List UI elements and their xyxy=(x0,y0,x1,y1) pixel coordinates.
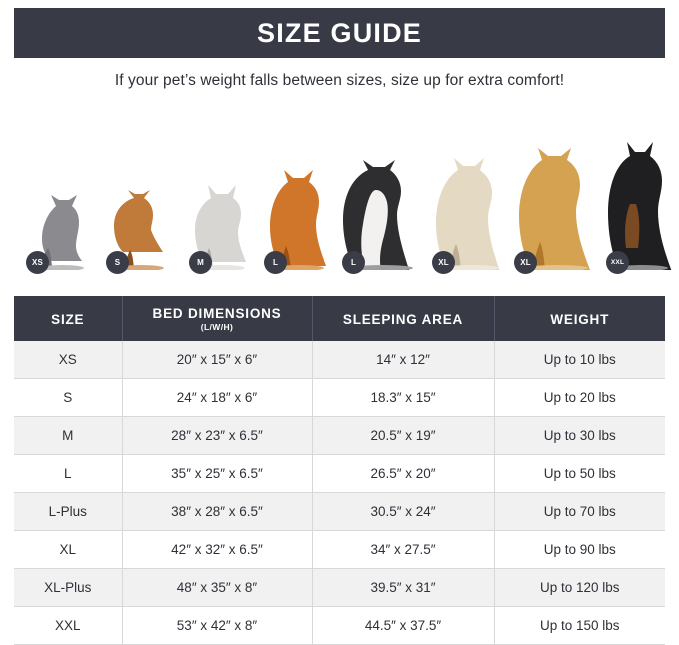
pet-figure-xs xyxy=(26,192,100,270)
size-badge-l2: L xyxy=(342,251,365,274)
cell-weight: Up to 10 lbs xyxy=(494,341,665,379)
page-title: SIZE GUIDE xyxy=(256,17,423,48)
subtitle-text: If your pet’s weight falls between sizes, size up for extra comfort! xyxy=(114,72,565,89)
cell-weight: Up to 30 lbs xyxy=(494,417,665,455)
cell-weight: Up to 20 lbs xyxy=(494,379,665,417)
column-header-size-label: SIZE xyxy=(51,311,85,327)
cell-size: S xyxy=(14,379,122,417)
cell-sleeping-area: 39.5″ x 31″ xyxy=(312,569,494,607)
cell-size: L-Plus xyxy=(14,493,122,531)
cell-weight: Up to 50 lbs xyxy=(494,455,665,493)
column-header-bed-dimensions xyxy=(122,296,312,341)
size-badge-l: L xyxy=(264,251,287,274)
table-row xyxy=(14,569,665,607)
cell-dimensions: 38″ x 28″ x 6.5″ xyxy=(122,493,312,531)
pet-silhouette-row xyxy=(14,120,665,270)
cell-sleeping-area: 26.5″ x 20″ xyxy=(312,455,494,493)
column-header-weight xyxy=(494,296,665,341)
header-bar xyxy=(14,8,665,58)
size-badge-m: M xyxy=(189,251,212,274)
column-header-sleeping-area-label: SLEEPING AREA xyxy=(342,311,464,327)
column-header-sleeping-area xyxy=(312,296,494,341)
table-header-row xyxy=(14,296,665,341)
table-row xyxy=(14,341,665,379)
cell-sleeping-area: 34″ x 27.5″ xyxy=(312,531,494,569)
cell-size: XL xyxy=(14,531,122,569)
size-badge-xl2: XL xyxy=(514,251,537,274)
size-badge-s: S xyxy=(106,251,129,274)
cell-size: XS xyxy=(14,341,122,379)
pet-figure-l-plus xyxy=(342,160,424,270)
pet-figure-xxl xyxy=(606,142,678,270)
cell-size: M xyxy=(14,417,122,455)
pet-figure-xl xyxy=(432,158,510,270)
pet-figure-l xyxy=(264,170,334,270)
cell-sleeping-area: 18.3″ x 15″ xyxy=(312,379,494,417)
table-row xyxy=(14,607,665,645)
size-badge-xl: XL xyxy=(432,251,455,274)
cell-dimensions: 28″ x 23″ x 6.5″ xyxy=(122,417,312,455)
cell-sleeping-area: 14″ x 12″ xyxy=(312,341,494,379)
cell-dimensions: 53″ x 42″ x 8″ xyxy=(122,607,312,645)
table-row xyxy=(14,455,665,493)
cell-weight: Up to 70 lbs xyxy=(494,493,665,531)
pet-figure-s xyxy=(106,190,176,270)
table-row xyxy=(14,493,665,531)
cell-sleeping-area: 30.5″ x 24″ xyxy=(312,493,494,531)
column-header-size xyxy=(14,296,122,341)
table-body xyxy=(14,341,665,645)
pet-figure-xl-plus xyxy=(514,148,600,270)
size-table-wrapper xyxy=(14,296,665,645)
size-table xyxy=(14,296,665,645)
size-badge-xxl: XXL xyxy=(606,251,629,274)
cell-sleeping-area: 44.5″ x 37.5″ xyxy=(312,607,494,645)
cell-size: XL-Plus xyxy=(14,569,122,607)
cell-size: XXL xyxy=(14,607,122,645)
cell-size: L xyxy=(14,455,122,493)
cell-dimensions: 48″ x 35″ x 8″ xyxy=(122,569,312,607)
table-row xyxy=(14,379,665,417)
cell-dimensions: 24″ x 18″ x 6″ xyxy=(122,379,312,417)
table-head xyxy=(14,296,665,341)
cell-sleeping-area: 20.5″ x 19″ xyxy=(312,417,494,455)
cell-dimensions: 35″ x 25″ x 6.5″ xyxy=(122,455,312,493)
table-row xyxy=(14,531,665,569)
cell-dimensions: 42″ x 32″ x 6.5″ xyxy=(122,531,312,569)
table-row xyxy=(14,417,665,455)
column-header-bed-dimensions-label: BED DIMENSIONS xyxy=(152,306,282,321)
cell-weight: Up to 150 lbs xyxy=(494,607,665,645)
column-header-bed-dimensions-sub: (L/W/H) xyxy=(200,322,234,332)
cell-dimensions: 20″ x 15″ x 6″ xyxy=(122,341,312,379)
cell-weight: Up to 120 lbs xyxy=(494,569,665,607)
pet-figure-m xyxy=(189,182,255,270)
size-badge-xs: XS xyxy=(26,251,49,274)
cell-weight: Up to 90 lbs xyxy=(494,531,665,569)
column-header-weight-label: WEIGHT xyxy=(550,311,610,327)
